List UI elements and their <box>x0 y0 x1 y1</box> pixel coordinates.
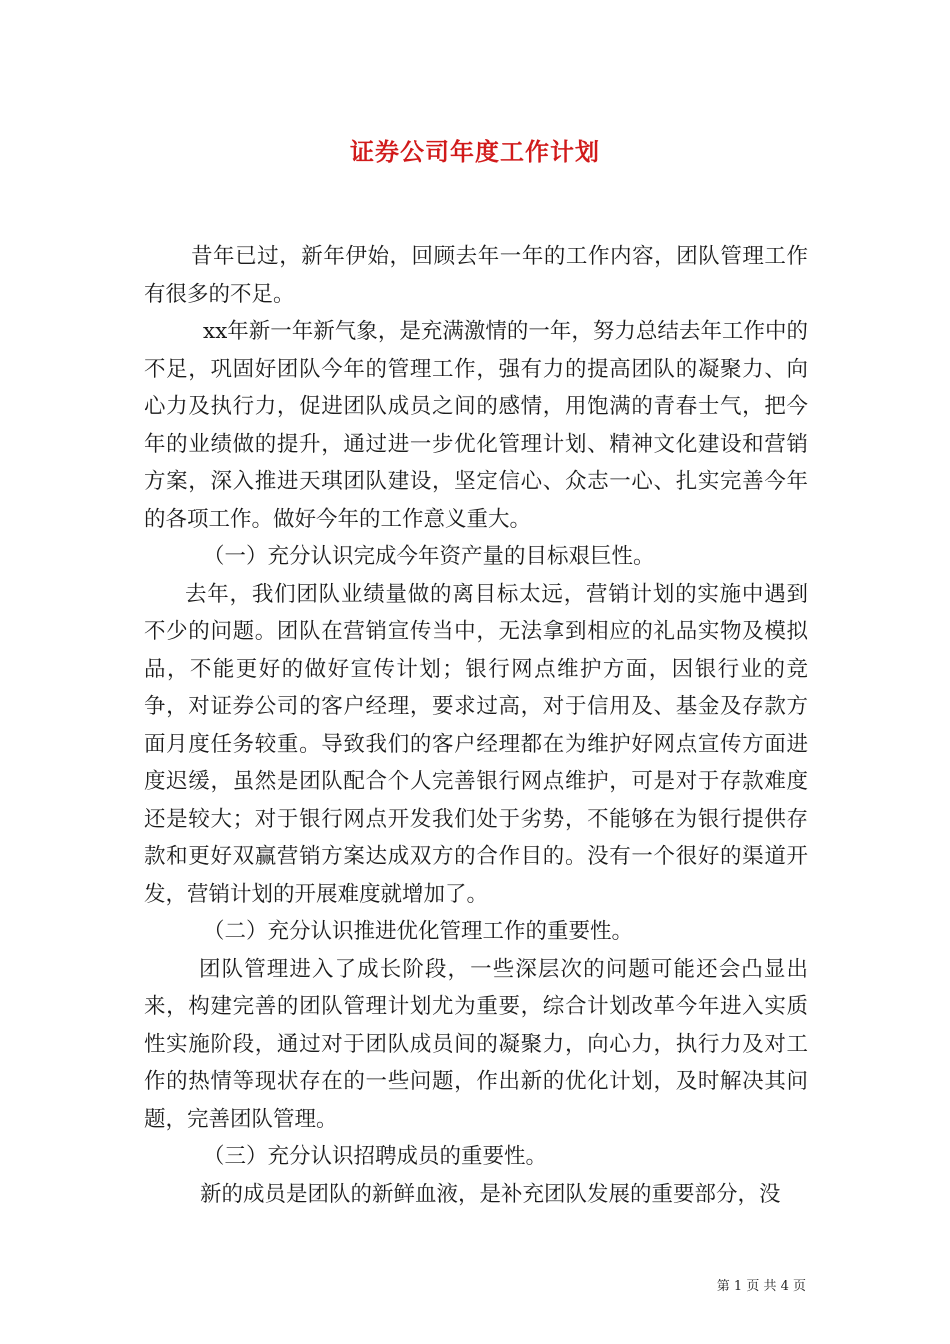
section-heading-3: （三）充分认识招聘成员的重要性。 <box>203 1144 548 1169</box>
document-title: 证券公司年度工作计划 <box>350 137 600 166</box>
section-heading-1: （一）充分认识完成今年资产量的目标艰巨性。 <box>203 544 655 569</box>
paragraph-new-members: 新的成员是团队的新鲜血液，是补充团队发展的重要部分，没 <box>200 1181 781 1207</box>
paragraph-last-year-review: 去年，我们团队业绩量做的离目标太远，营销计划的实施中遇到不少的问题。团队在营销宣传当中，无法拿到相应的礼品实物及模拟品，不能更好的做好宣传计划；银行网点维护方面，因银行业的竞争，对证券公司的客户经理，要求过高，对于信用及、基金及存款方面月度任务较重。导致我们的客户经理都在为维护好网点宣传方面进度迟缓，虽然是团队配合个人完善银行网点维护，可是对于存款难度还是较大；对于银行网点开发我们处于劣势，不能够在为银行提供存款和更好双赢营销方案达成双方的合作目的。没有一个很好的渠道开发，营销计划的开展难度就增加了。 <box>144 581 808 907</box>
paragraph-team-management: 团队管理进入了成长阶段，一些深层次的问题可能还会凸显出来，构建完善的团队管理计划尤为重要，综合计划改革今年进入实质性实施阶段，通过对于团队成员间的凝聚力，向心力，执行力及对工作的热情等现状存在的一些问题，作出新的优化计划，及时解决其问题，完善团队管理。 <box>144 956 808 1132</box>
paragraph-intro: 昔年已过，新年伊始，回顾去年一年的工作内容，团队管理工作有很多的不足。 <box>144 244 808 307</box>
paragraph-new-year-goals: xx年新一年新气象，是充满激情的一年，努力总结去年工作中的不足，巩固好团队今年的管理工作，强有力的提高团队的凝聚力、向心力及执行力，促进团队成员之间的感情，用饱满的青春士气，把今年的业绩做的提升，通过进一步优化管理计划、精神文化建设和营销方案，深入推进天琪团队建设，坚定信心、众志一心、扎实完善今年的各项工作。做好今年的工作意义重大。 <box>144 319 808 532</box>
document-body <box>144 238 808 1213</box>
page-number-footer: 第 1 页 共 4 页 <box>716 1279 806 1294</box>
section-heading-2: （二）充分认识推进优化管理工作的重要性。 <box>203 919 634 944</box>
